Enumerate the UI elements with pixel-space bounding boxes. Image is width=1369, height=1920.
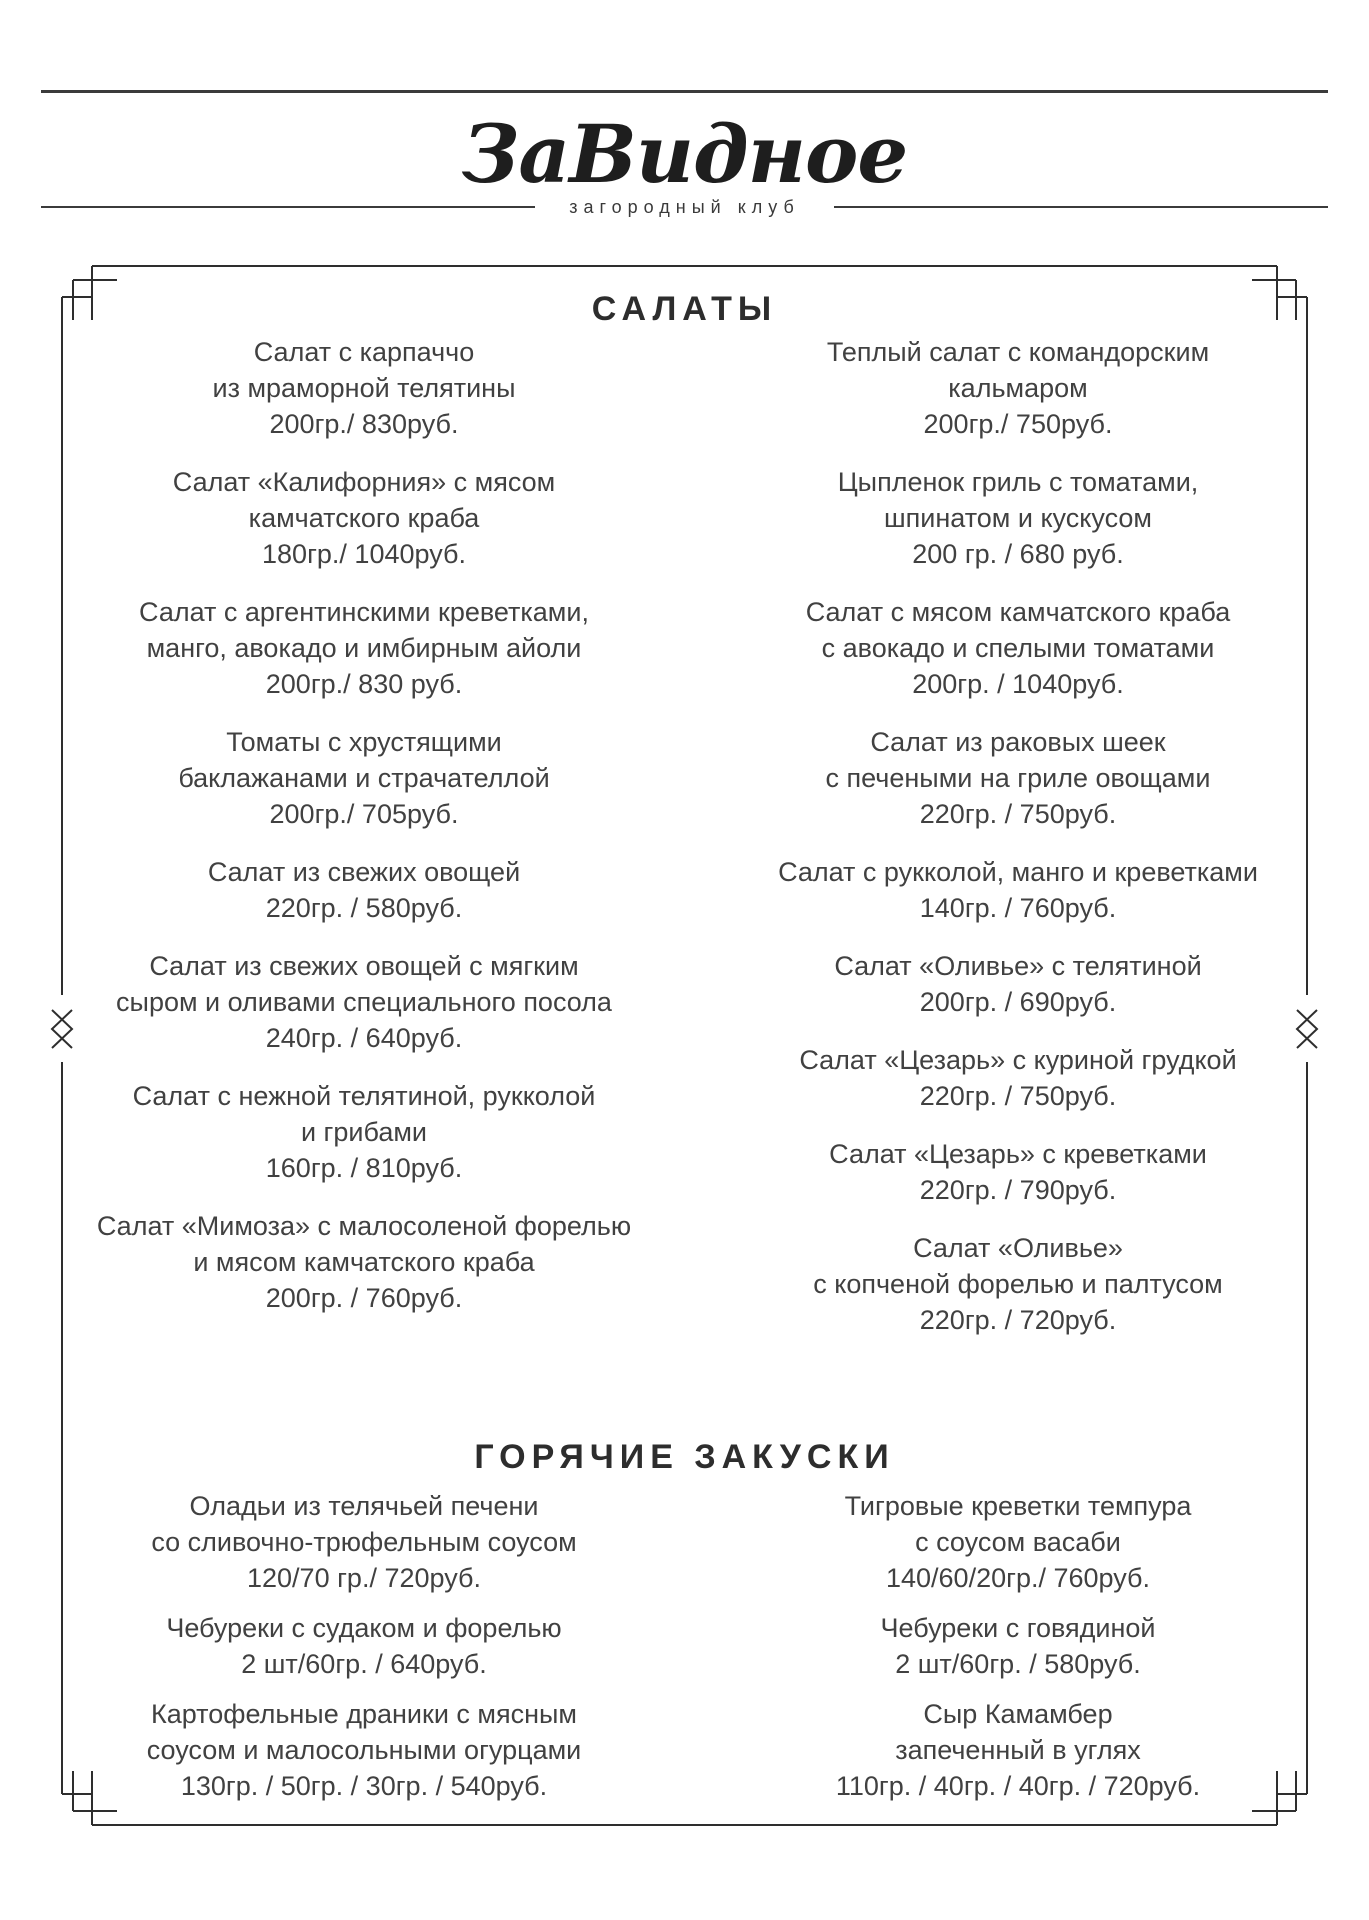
menu-item-price: 120/70 гр./ 720руб. xyxy=(247,1563,481,1593)
menu-item xyxy=(173,464,555,572)
menu-item-name: Картофельные драники с мясным соусом и малосольными огурцами xyxy=(146,1699,582,1765)
menu-item-name: Салат из свежих овощей с мягким сыром и оливами специального посола xyxy=(116,951,612,1017)
menu-item-name: Салат «Калифорния» с мясом камчатского краба xyxy=(172,467,556,533)
hot-appetizers-right-column xyxy=(728,1488,1308,1804)
menu-item-name: Салат с аргентинскими креветками, манго, авокадо и имбирным айоли xyxy=(139,597,589,663)
menu-item xyxy=(778,854,1258,926)
menu-item-price: 180гр./ 1040руб. xyxy=(262,539,466,569)
menu-item xyxy=(813,1230,1223,1338)
menu-item-name: Салат с рукколой, манго и креветками xyxy=(778,857,1258,887)
menu-item-price: 160гр. / 810руб. xyxy=(265,1153,463,1183)
menu-item xyxy=(151,1488,576,1596)
menu-item-price: 200гр./ 830 руб. xyxy=(265,669,463,699)
brand-logo: ЗаВидное xyxy=(461,107,908,201)
menu-item-price: 200гр./ 750руб. xyxy=(923,409,1113,439)
menu-item xyxy=(836,1696,1200,1804)
menu-item-price: 130гр. / 50гр. / 30гр. / 540руб. xyxy=(180,1771,548,1801)
menu-item-price: 220гр. / 790руб. xyxy=(919,1175,1117,1205)
menu-item-name: Чебуреки с судаком и форелью xyxy=(166,1613,562,1643)
menu-item-name: Салат с мясом камчатского краба с авокадо и спелыми томатами xyxy=(805,597,1231,663)
menu-item-name: Салат из свежих овощей xyxy=(207,857,521,887)
menu-item xyxy=(147,1696,582,1804)
menu-item-price: 140гр. / 760руб. xyxy=(919,893,1117,923)
menu-item xyxy=(116,948,612,1056)
salads-left-column xyxy=(74,334,654,1316)
menu-item-price: 220гр. / 720руб. xyxy=(919,1305,1117,1335)
menu-item xyxy=(166,1610,561,1682)
menu-item-price: 240гр. / 640руб. xyxy=(265,1023,463,1053)
menu-item xyxy=(845,1488,1192,1596)
menu-item xyxy=(806,594,1231,702)
menu-item-name: Салат из раковых шеек с печеными на гриле овощами xyxy=(825,727,1211,793)
section-title-salads: САЛАТЫ xyxy=(591,290,778,328)
menu-item-name: Салат «Оливье» с копченой форелью и палтусом xyxy=(813,1233,1223,1299)
menu-item-name: Чебуреки с говядиной xyxy=(880,1613,1156,1643)
menu-item-price: 140/60/20гр./ 760руб. xyxy=(885,1563,1150,1593)
menu-item-price: 110гр. / 40гр. / 40гр. / 720руб. xyxy=(835,1771,1201,1801)
menu-item xyxy=(826,724,1211,832)
menu-item-price: 200гр./ 705руб. xyxy=(269,799,459,829)
menu-item xyxy=(139,594,589,702)
menu-item-name: Теплый салат с командорским кальмаром xyxy=(826,337,1210,403)
brand-tagline: загородный клуб xyxy=(569,197,800,217)
section-title-hot-appetizers: ГОРЯЧИЕ ЗАКУСКИ xyxy=(474,1438,895,1476)
salads-right-column xyxy=(728,334,1308,1338)
menu-item-name: Томаты с хрустящими баклажанами и страчателлой xyxy=(178,727,550,793)
menu-item-price: 200 гр. / 680 руб. xyxy=(912,539,1124,569)
menu-item-price: 2 шт/60гр. / 640руб. xyxy=(241,1649,487,1679)
menu-item-name: Салат с карпаччо из мраморной телятины xyxy=(212,337,516,403)
menu-item-name: Салат «Мимоза» с малосоленой форелью и мясом камчатского краба xyxy=(96,1211,632,1277)
menu-item-price: 220гр. / 580руб. xyxy=(265,893,463,923)
menu-item xyxy=(97,1208,631,1316)
menu-item-price: 200гр. / 1040руб. xyxy=(912,669,1124,699)
menu-item-name: Цыпленок гриль с томатами, шпинатом и кускусом xyxy=(837,467,1199,533)
menu-item-name: Сыр Камамбер запеченный в углях xyxy=(895,1699,1141,1765)
menu-item xyxy=(838,464,1199,572)
menu-item xyxy=(799,1042,1236,1114)
hot-appetizers-left-column xyxy=(74,1488,654,1804)
menu-item-name: Салат «Цезарь» с куриной грудкой xyxy=(799,1045,1237,1075)
menu-item-price: 200гр. / 690руб. xyxy=(919,987,1117,1017)
menu-item-price: 200гр./ 830руб. xyxy=(269,409,459,439)
menu-item-price: 220гр. / 750руб. xyxy=(919,799,1117,829)
menu-item-name: Оладьи из телячьей печени со сливочно-трюфельным соусом xyxy=(151,1491,577,1557)
menu-item xyxy=(133,1078,596,1186)
menu-item xyxy=(829,1136,1207,1208)
menu-item xyxy=(208,854,520,926)
menu-item xyxy=(827,334,1209,442)
menu-item-price: 220гр. / 750руб. xyxy=(919,1081,1117,1111)
menu-item xyxy=(213,334,516,442)
menu-item-name: Салат «Оливье» с телятиной xyxy=(834,951,1202,981)
menu-item-price: 2 шт/60гр. / 580руб. xyxy=(895,1649,1141,1679)
menu-item xyxy=(834,948,1201,1020)
menu-item-price: 200гр. / 760руб. xyxy=(265,1283,463,1313)
menu-item xyxy=(881,1610,1156,1682)
menu-item-name: Тигровые креветки темпура с соусом васаби xyxy=(844,1491,1192,1557)
menu-item-name: Салат «Цезарь» с креветками xyxy=(829,1139,1207,1169)
menu-item-name: Салат с нежной телятиной, рукколой и грибами xyxy=(132,1081,596,1147)
menu-item xyxy=(178,724,549,832)
